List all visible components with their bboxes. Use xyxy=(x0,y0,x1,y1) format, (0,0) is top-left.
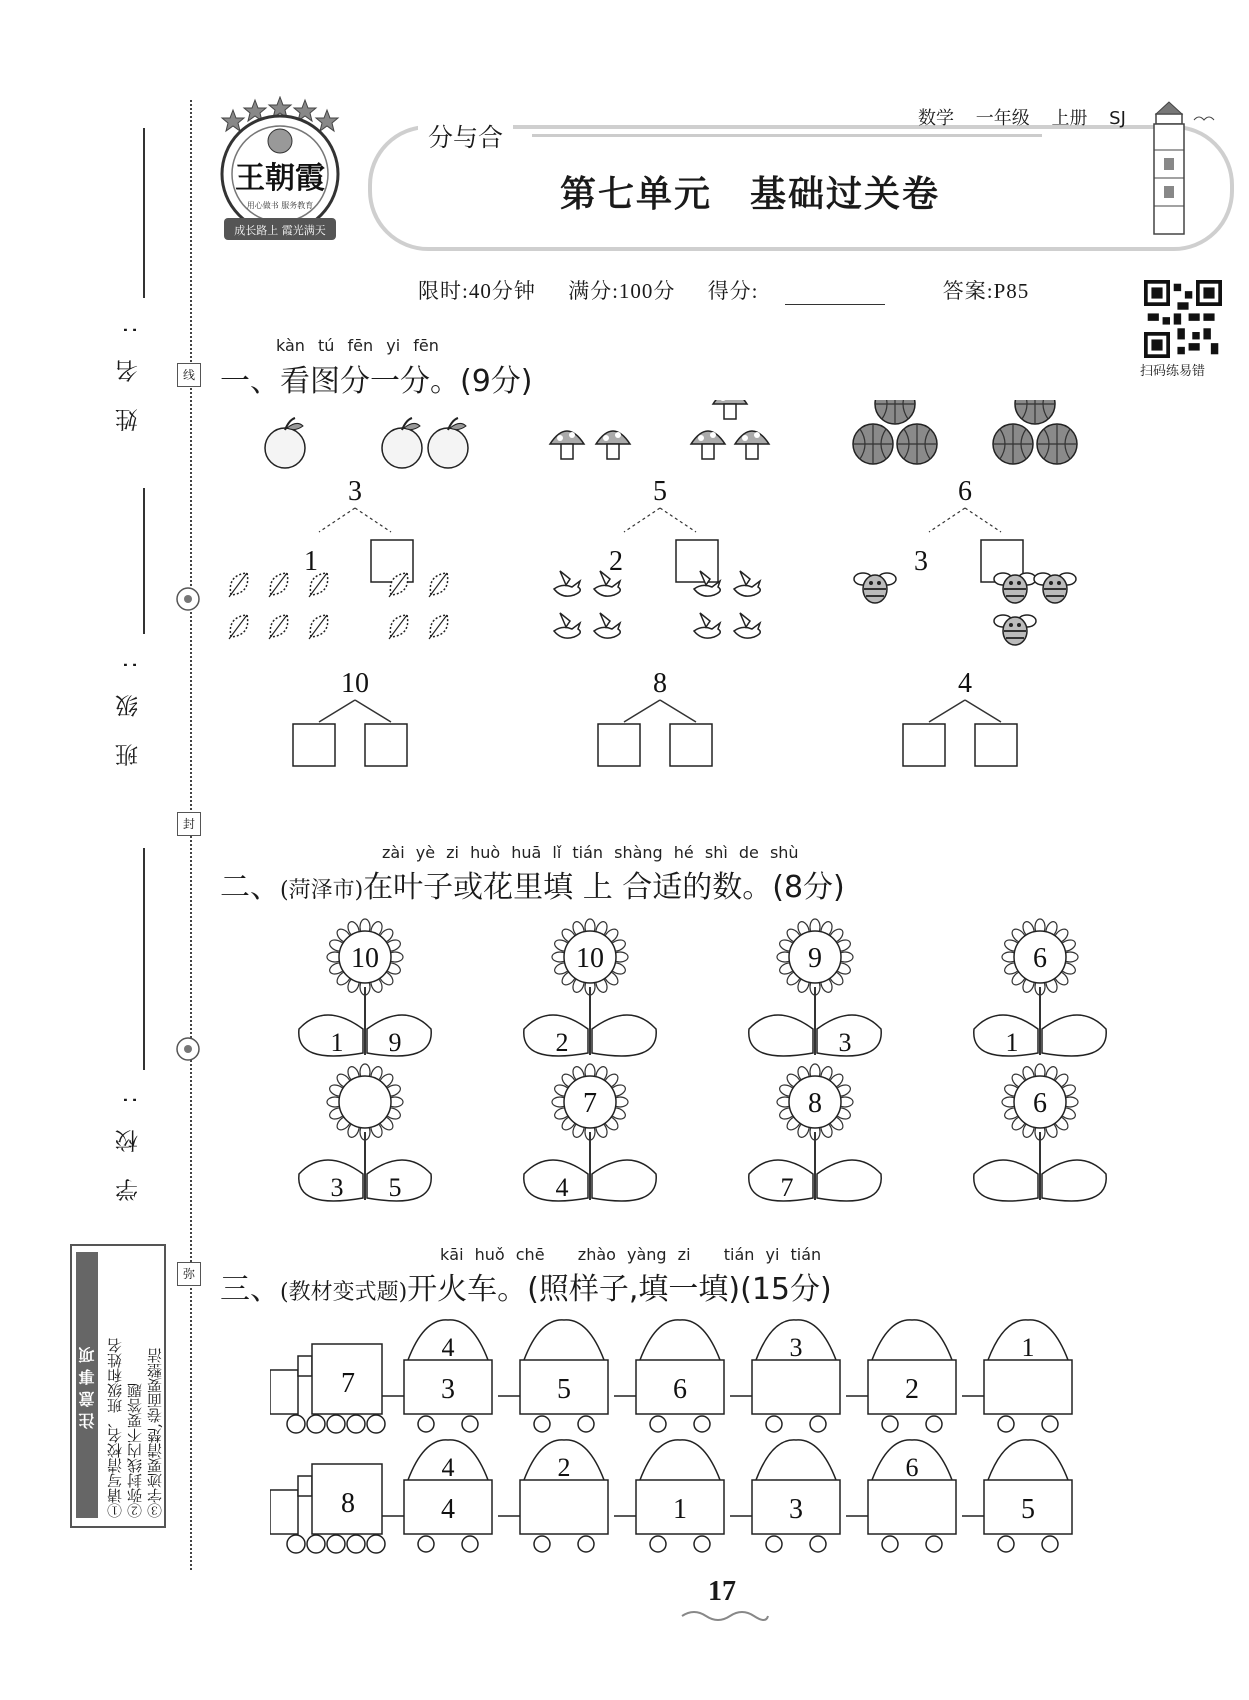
leaf-icon xyxy=(229,573,248,597)
apple-icon xyxy=(382,418,422,468)
bee-icon xyxy=(1034,573,1076,603)
class-blank-line xyxy=(143,488,145,634)
apple-icon xyxy=(265,418,305,468)
right-leaf[interactable] xyxy=(1042,1160,1106,1201)
section1-title: 一、看图分一分。(9分) xyxy=(220,364,533,399)
apple-icon xyxy=(428,418,468,468)
left-leaf[interactable] xyxy=(749,1015,813,1056)
flower-center-number: 6 xyxy=(1033,1088,1047,1119)
notice-title: 注意事项 xyxy=(76,1252,98,1518)
notice-item: ①请写清校名、班级和姓名 xyxy=(106,1338,124,1518)
basketball-icon xyxy=(1037,424,1077,464)
train-car[interactable] xyxy=(382,1440,492,1552)
flower-center-number: 6 xyxy=(1033,943,1047,974)
section3-source: (教材变式题) xyxy=(280,1280,408,1305)
right-leaf[interactable] xyxy=(592,1015,656,1056)
split-group xyxy=(854,573,1076,766)
train-car[interactable] xyxy=(614,1440,724,1552)
total-number: 10 xyxy=(341,668,369,699)
svg-text:王朝霞: 王朝霞 xyxy=(235,161,325,196)
dove-icon xyxy=(734,613,760,638)
seal-mark-xian: 线 xyxy=(177,363,201,387)
flower-center-number: 9 xyxy=(808,943,822,974)
exam-info xyxy=(418,275,1055,305)
left-leaf-number: 2 xyxy=(555,1028,569,1057)
car-top-number: 4 xyxy=(441,1333,455,1362)
score-blank[interactable] xyxy=(785,284,885,305)
answer-box[interactable] xyxy=(365,724,407,766)
section3-pinyin: kāi huǒ chē zhào yàng zi tián yi tián xyxy=(440,1245,822,1264)
total-number: 5 xyxy=(653,476,667,507)
train xyxy=(270,1440,1072,1553)
right-leaf[interactable] xyxy=(1042,1015,1106,1056)
section2-flowers xyxy=(260,905,1160,1225)
split-group xyxy=(229,573,448,766)
car-bottom-number: 3 xyxy=(441,1374,455,1405)
right-leaf-number: 9 xyxy=(388,1028,402,1057)
section1-pinyin: kàn tú fēn yi fēn xyxy=(276,336,439,355)
car-bottom-number: 5 xyxy=(1021,1494,1035,1525)
dove-icon xyxy=(694,613,720,638)
basketball-icon xyxy=(993,424,1033,464)
page-title: 第七单元 基础过关卷 xyxy=(560,174,941,215)
full-score: 满分:100分 xyxy=(568,279,676,303)
right-leaf-number: 5 xyxy=(388,1173,402,1202)
answer-box[interactable] xyxy=(676,540,718,582)
brand-logo xyxy=(210,96,350,256)
given-number: 3 xyxy=(914,546,928,577)
leaf-icon xyxy=(229,615,248,639)
train-car[interactable] xyxy=(962,1320,1072,1432)
number-flower xyxy=(749,1064,881,1202)
left-leaf-number: 1 xyxy=(330,1028,344,1057)
mushroom-icon xyxy=(713,400,747,419)
mushroom-icon xyxy=(596,431,630,459)
basketball-icon xyxy=(1015,400,1055,424)
split-group xyxy=(554,571,760,766)
bee-icon xyxy=(994,615,1036,645)
left-leaf-number: 1 xyxy=(1005,1028,1019,1057)
name-label: 姓名: xyxy=(116,300,142,432)
basketball-icon xyxy=(897,424,937,464)
car-bottom-number: 3 xyxy=(789,1494,803,1525)
leaf-icon xyxy=(429,615,448,639)
number-flower xyxy=(974,919,1106,1057)
flower-ornament-icon xyxy=(174,1035,202,1063)
lighthouse-icon xyxy=(1136,100,1226,240)
section2-instruction: 在叶子或花里填 上 合适的数。(8分) xyxy=(363,870,845,905)
train-car[interactable] xyxy=(846,1440,956,1552)
number-flower xyxy=(524,1064,656,1202)
mushroom-icon xyxy=(735,431,769,459)
given-number: 2 xyxy=(609,546,623,577)
split-group xyxy=(550,400,769,582)
notice-item: ③字迹要清楚,卷面要整洁 xyxy=(146,1348,164,1518)
flower-center-number: 7 xyxy=(583,1088,597,1119)
dove-icon xyxy=(554,571,580,596)
answer-box[interactable] xyxy=(975,724,1017,766)
total-number: 6 xyxy=(958,476,972,507)
section2-title: 二、(菏泽市)在叶子或花里填 上 合适的数。(8分) xyxy=(220,870,845,905)
engine-number: 7 xyxy=(341,1368,355,1399)
bee-icon xyxy=(994,573,1036,603)
flower-center[interactable] xyxy=(339,1076,391,1128)
train-engine xyxy=(270,1464,385,1553)
train-car[interactable] xyxy=(614,1320,724,1432)
notice-item: ②弥封线内不要答题 xyxy=(126,1383,144,1518)
leaf-icon xyxy=(309,615,328,639)
qr-code-icon[interactable] xyxy=(1144,280,1222,358)
train-car[interactable] xyxy=(382,1320,492,1432)
dove-icon xyxy=(554,613,580,638)
split-group xyxy=(265,418,468,582)
car-bottom-number: 6 xyxy=(673,1374,687,1405)
train-car[interactable] xyxy=(730,1440,840,1552)
basketball-icon xyxy=(853,424,893,464)
section2-pinyin: zài yè zi huò huā lǐ tián shàng hé shì de shù xyxy=(382,843,799,862)
train-car[interactable] xyxy=(846,1320,956,1432)
qr-caption: 扫码练易错 xyxy=(1140,364,1206,379)
flower-center-number: 10 xyxy=(351,943,379,974)
leaf-icon xyxy=(269,615,288,639)
train-car[interactable] xyxy=(962,1440,1072,1552)
subject-meta: 数学 一年级 上册 SJ xyxy=(918,108,1126,129)
banner-rule xyxy=(532,134,1042,137)
left-leaf-number: 7 xyxy=(780,1173,794,1202)
school-label: 学校: xyxy=(116,1070,142,1202)
wave-ornament-icon xyxy=(680,1606,770,1624)
answer-box[interactable] xyxy=(903,724,945,766)
split-group xyxy=(853,400,1077,582)
score-label: 得分: xyxy=(707,279,759,303)
mushroom-icon xyxy=(550,431,584,459)
flower-ornament-icon xyxy=(174,585,202,613)
answer-box[interactable] xyxy=(670,724,712,766)
car-top-number: 4 xyxy=(441,1453,455,1482)
topic-label: 分与合 xyxy=(418,118,513,154)
left-leaf-number: 3 xyxy=(330,1173,344,1202)
left-leaf[interactable] xyxy=(974,1160,1038,1201)
name-blank-line xyxy=(143,128,145,298)
flower-center-number: 10 xyxy=(576,943,604,974)
section3-title: 三、(教材变式题)开火车。(照样子,填一填)(15分) xyxy=(220,1272,832,1307)
right-leaf[interactable] xyxy=(592,1160,656,1201)
mushroom-icon xyxy=(691,431,725,459)
answer-box[interactable] xyxy=(598,724,640,766)
number-flower xyxy=(299,919,431,1057)
train-car[interactable] xyxy=(730,1320,840,1432)
section3-instruction: 开火车。(照样子,填一填)(15分) xyxy=(407,1272,832,1307)
total-number: 4 xyxy=(958,668,972,699)
leaf-icon xyxy=(429,573,448,597)
time-limit: 限时:40分钟 xyxy=(418,279,536,303)
notice-box xyxy=(70,1244,166,1528)
flower-center-number: 8 xyxy=(808,1088,822,1119)
answer-page: 答案:P85 xyxy=(942,279,1030,303)
page-number: 17 xyxy=(708,1576,736,1607)
train-car[interactable] xyxy=(498,1320,608,1432)
given-number: 1 xyxy=(304,546,318,577)
leaf-icon xyxy=(269,573,288,597)
number-flower xyxy=(974,1064,1106,1201)
class-label: 班级: xyxy=(116,635,142,767)
train-engine xyxy=(270,1344,385,1433)
car-top-number: 3 xyxy=(789,1333,803,1362)
right-leaf[interactable] xyxy=(817,1160,881,1201)
car-top-number: 6 xyxy=(905,1453,919,1482)
car-bottom-number: 1 xyxy=(673,1494,687,1525)
bee-icon xyxy=(854,573,896,603)
svg-text:成长路上 霞光满天: 成长路上 霞光满天 xyxy=(234,224,326,237)
dove-icon xyxy=(734,571,760,596)
section1-figures xyxy=(200,400,1200,820)
car-bottom-number: 2 xyxy=(905,1374,919,1405)
number-flower xyxy=(524,919,656,1057)
right-leaf-number: 3 xyxy=(838,1028,852,1057)
train xyxy=(270,1320,1072,1433)
engine-number: 8 xyxy=(341,1488,355,1519)
car-bottom-number: 4 xyxy=(441,1494,455,1525)
leaf-icon xyxy=(389,615,408,639)
train-car[interactable] xyxy=(498,1440,608,1552)
svg-text:用心做书 服务教育: 用心做书 服务教育 xyxy=(246,201,314,210)
left-leaf-number: 4 xyxy=(555,1173,569,1202)
number-flower xyxy=(299,1064,431,1202)
number-flower xyxy=(749,919,881,1057)
section2-source: (菏泽市) xyxy=(280,878,364,903)
section3-trains xyxy=(270,1310,1150,1570)
seal-mark-mi: 弥 xyxy=(177,1262,201,1286)
dove-icon xyxy=(594,613,620,638)
car-bottom-number: 5 xyxy=(557,1374,571,1405)
seal-mark-feng: 封 xyxy=(177,812,201,836)
total-number: 8 xyxy=(653,668,667,699)
basketball-icon xyxy=(875,400,915,424)
car-top-number: 1 xyxy=(1021,1333,1035,1362)
total-number: 3 xyxy=(348,476,362,507)
school-blank-line xyxy=(143,848,145,1070)
car-top-number: 2 xyxy=(557,1453,571,1482)
answer-box[interactable] xyxy=(293,724,335,766)
